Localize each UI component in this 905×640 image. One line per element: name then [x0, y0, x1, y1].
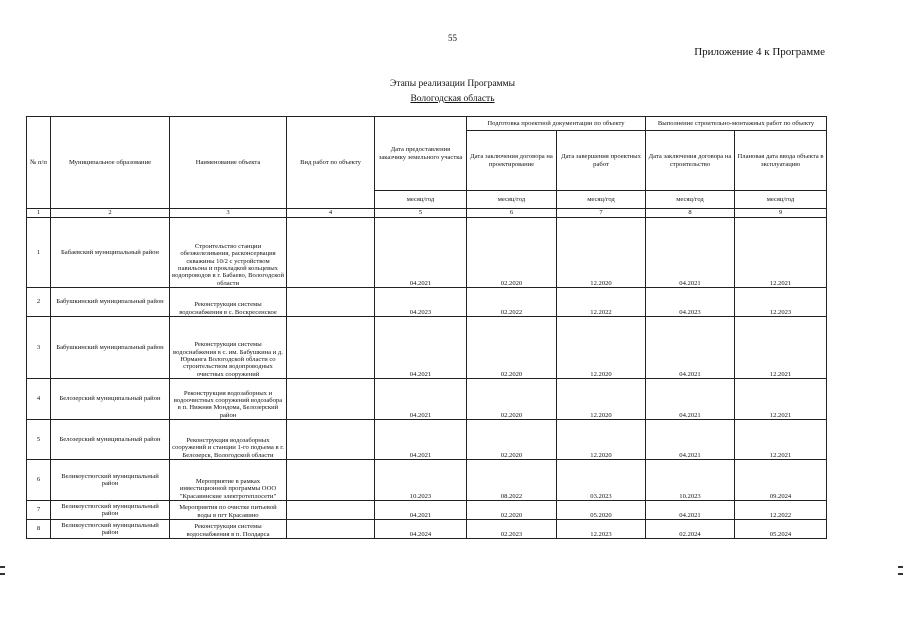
table-row — [27, 420, 827, 460]
table-row — [27, 501, 827, 520]
row-municipality: Великоустюгский муниципальный район — [51, 501, 170, 520]
header-commission: Плановая дата ввода объекта в эксплуатацию — [735, 131, 827, 191]
row-number: 4 — [27, 379, 51, 420]
row-municipality: Белозерский муниципальный район — [51, 420, 170, 460]
row-commission: 12.2021 — [735, 317, 827, 379]
row-municipality: Белозерский муниципальный район — [51, 379, 170, 420]
row-design-contract: 02.2020 — [467, 317, 557, 379]
row-land-date: 04.2021 — [375, 317, 467, 379]
header-design-finish: Дата завершения проектных работ — [557, 131, 646, 191]
scan-edge-mark — [0, 566, 5, 568]
row-construction-contract: 04.2021 — [646, 501, 735, 520]
appendix-label: Приложение 4 к Программе — [694, 46, 825, 58]
row-land-date: 04.2021 — [375, 420, 467, 460]
row-work-type — [287, 520, 375, 539]
row-work-type — [287, 379, 375, 420]
header-construction-contract: Дата заключения договора на строительство — [646, 131, 735, 191]
row-object: Строительство станции обезжелезивания, расконсервация скважины 10/2 с устройством павильона и прокладкой кольцевых водопроводов в г. Бабаево, Вологодской области — [170, 218, 287, 288]
row-construction-contract: 04.2021 — [646, 420, 735, 460]
row-number: 1 — [27, 218, 51, 288]
row-number: 7 — [27, 501, 51, 520]
row-commission: 12.2021 — [735, 218, 827, 288]
row-number: 5 — [27, 420, 51, 460]
column-number: 8 — [646, 209, 735, 218]
row-construction-contract: 02.2024 — [646, 520, 735, 539]
unit-label: месяц/год — [557, 191, 646, 209]
row-work-type — [287, 218, 375, 288]
row-design-finish: 12.2020 — [557, 317, 646, 379]
row-object: Реконструкция системы водоснабжения в п. Полдарса — [170, 520, 287, 539]
table-row — [27, 460, 827, 501]
row-land-date: 04.2021 — [375, 501, 467, 520]
row-number: 6 — [27, 460, 51, 501]
row-land-date: 04.2021 — [375, 218, 467, 288]
unit-label: месяц/год — [467, 191, 557, 209]
column-number: 1 — [27, 209, 51, 218]
header-design-group: Подготовка проектной документации по объекту — [467, 117, 646, 131]
row-land-date: 04.2023 — [375, 288, 467, 317]
page-number: 55 — [448, 33, 457, 43]
header-object: Наименование объекта — [170, 117, 287, 209]
row-work-type — [287, 420, 375, 460]
scan-edge-mark — [0, 573, 5, 575]
table-row — [27, 379, 827, 420]
row-design-contract: 02.2020 — [467, 420, 557, 460]
row-construction-contract: 04.2021 — [646, 379, 735, 420]
row-object: Реконструкция водозаборных и водоочистных сооружений водозабора в п. Нижняя Мондома, Белозерский район — [170, 379, 287, 420]
document-title: Этапы реализации Программы — [390, 79, 515, 89]
row-number: 3 — [27, 317, 51, 379]
row-municipality: Великоустюгский муниципальный район — [51, 460, 170, 501]
row-commission: 12.2022 — [735, 501, 827, 520]
row-design-contract: 02.2020 — [467, 379, 557, 420]
row-construction-contract: 10.2023 — [646, 460, 735, 501]
column-number: 5 — [375, 209, 467, 218]
row-construction-contract: 04.2021 — [646, 218, 735, 288]
row-construction-contract: 04.2021 — [646, 317, 735, 379]
header-land-date: Дата предоставления заказчику земельного участка — [375, 117, 467, 191]
table-row — [27, 218, 827, 288]
column-number: 9 — [735, 209, 827, 218]
row-design-contract: 02.2020 — [467, 218, 557, 288]
row-commission: 12.2021 — [735, 420, 827, 460]
row-land-date: 10.2023 — [375, 460, 467, 501]
region-name: Вологодская область — [410, 94, 495, 104]
unit-label: месяц/год — [375, 191, 467, 209]
row-number: 2 — [27, 288, 51, 317]
row-municipality: Великоустюгский муниципальный район — [51, 520, 170, 539]
row-design-finish: 12.2020 — [557, 420, 646, 460]
scan-edge-mark — [898, 566, 903, 568]
table-row — [27, 520, 827, 539]
header-num: № п/п — [27, 117, 51, 209]
row-design-finish: 12.2023 — [557, 520, 646, 539]
row-municipality: Бабушкинский муниципальный район — [51, 288, 170, 317]
stages-table — [26, 116, 827, 539]
row-commission: 12.2021 — [735, 379, 827, 420]
column-number: 4 — [287, 209, 375, 218]
column-number: 6 — [467, 209, 557, 218]
row-design-contract: 02.2020 — [467, 501, 557, 520]
row-work-type — [287, 288, 375, 317]
row-commission: 09.2024 — [735, 460, 827, 501]
header-construction-group: Выполнение строительно-монтажных работ по объекту — [646, 117, 827, 131]
row-design-finish: 12.2022 — [557, 288, 646, 317]
row-commission: 12.2023 — [735, 288, 827, 317]
row-object: Реконструкция системы водоснабжения в с. Воскресенское — [170, 288, 287, 317]
row-work-type — [287, 460, 375, 501]
row-land-date: 04.2024 — [375, 520, 467, 539]
row-design-contract: 02.2022 — [467, 288, 557, 317]
unit-label: месяц/год — [735, 191, 827, 209]
table-row — [27, 317, 827, 379]
row-municipality: Бабушкинский муниципальный район — [51, 317, 170, 379]
row-municipality: Бабаевский муниципальный район — [51, 218, 170, 288]
column-number: 2 — [51, 209, 170, 218]
row-object: Мероприятие в рамках инвестиционной программы ООО "Красавинские электротеплосети" — [170, 460, 287, 501]
row-design-contract: 08.2022 — [467, 460, 557, 501]
column-number: 3 — [170, 209, 287, 218]
row-land-date: 04.2021 — [375, 379, 467, 420]
row-object: Реконструкция системы водоснабжения в с. им. Бабушкина и д. Юрманга Вологодской области со строительством водопроводных очистных сооружений — [170, 317, 287, 379]
row-design-finish: 05.2020 — [557, 501, 646, 520]
row-number: 8 — [27, 520, 51, 539]
header-work-type: Вид работ по объекту — [287, 117, 375, 209]
column-number: 7 — [557, 209, 646, 218]
row-design-contract: 02.2023 — [467, 520, 557, 539]
scan-edge-mark — [898, 573, 903, 575]
row-object: Мероприятия по очистке питьевой воды в пгт Красавино — [170, 501, 287, 520]
header-design-contract: Дата заключения договора на проектирование — [467, 131, 557, 191]
row-construction-contract: 04.2023 — [646, 288, 735, 317]
region-subtitle — [0, 94, 905, 104]
unit-label: месяц/год — [646, 191, 735, 209]
row-object: Реконструкция водозаборных сооружений и станции 1-го подъема в г. Белозерск, Вологодской области — [170, 420, 287, 460]
table-row — [27, 288, 827, 317]
row-work-type — [287, 501, 375, 520]
row-design-finish: 03.2023 — [557, 460, 646, 501]
row-commission: 05.2024 — [735, 520, 827, 539]
row-work-type — [287, 317, 375, 379]
header-municipality: Муниципальное образование — [51, 117, 170, 209]
row-design-finish: 12.2020 — [557, 218, 646, 288]
row-design-finish: 12.2020 — [557, 379, 646, 420]
